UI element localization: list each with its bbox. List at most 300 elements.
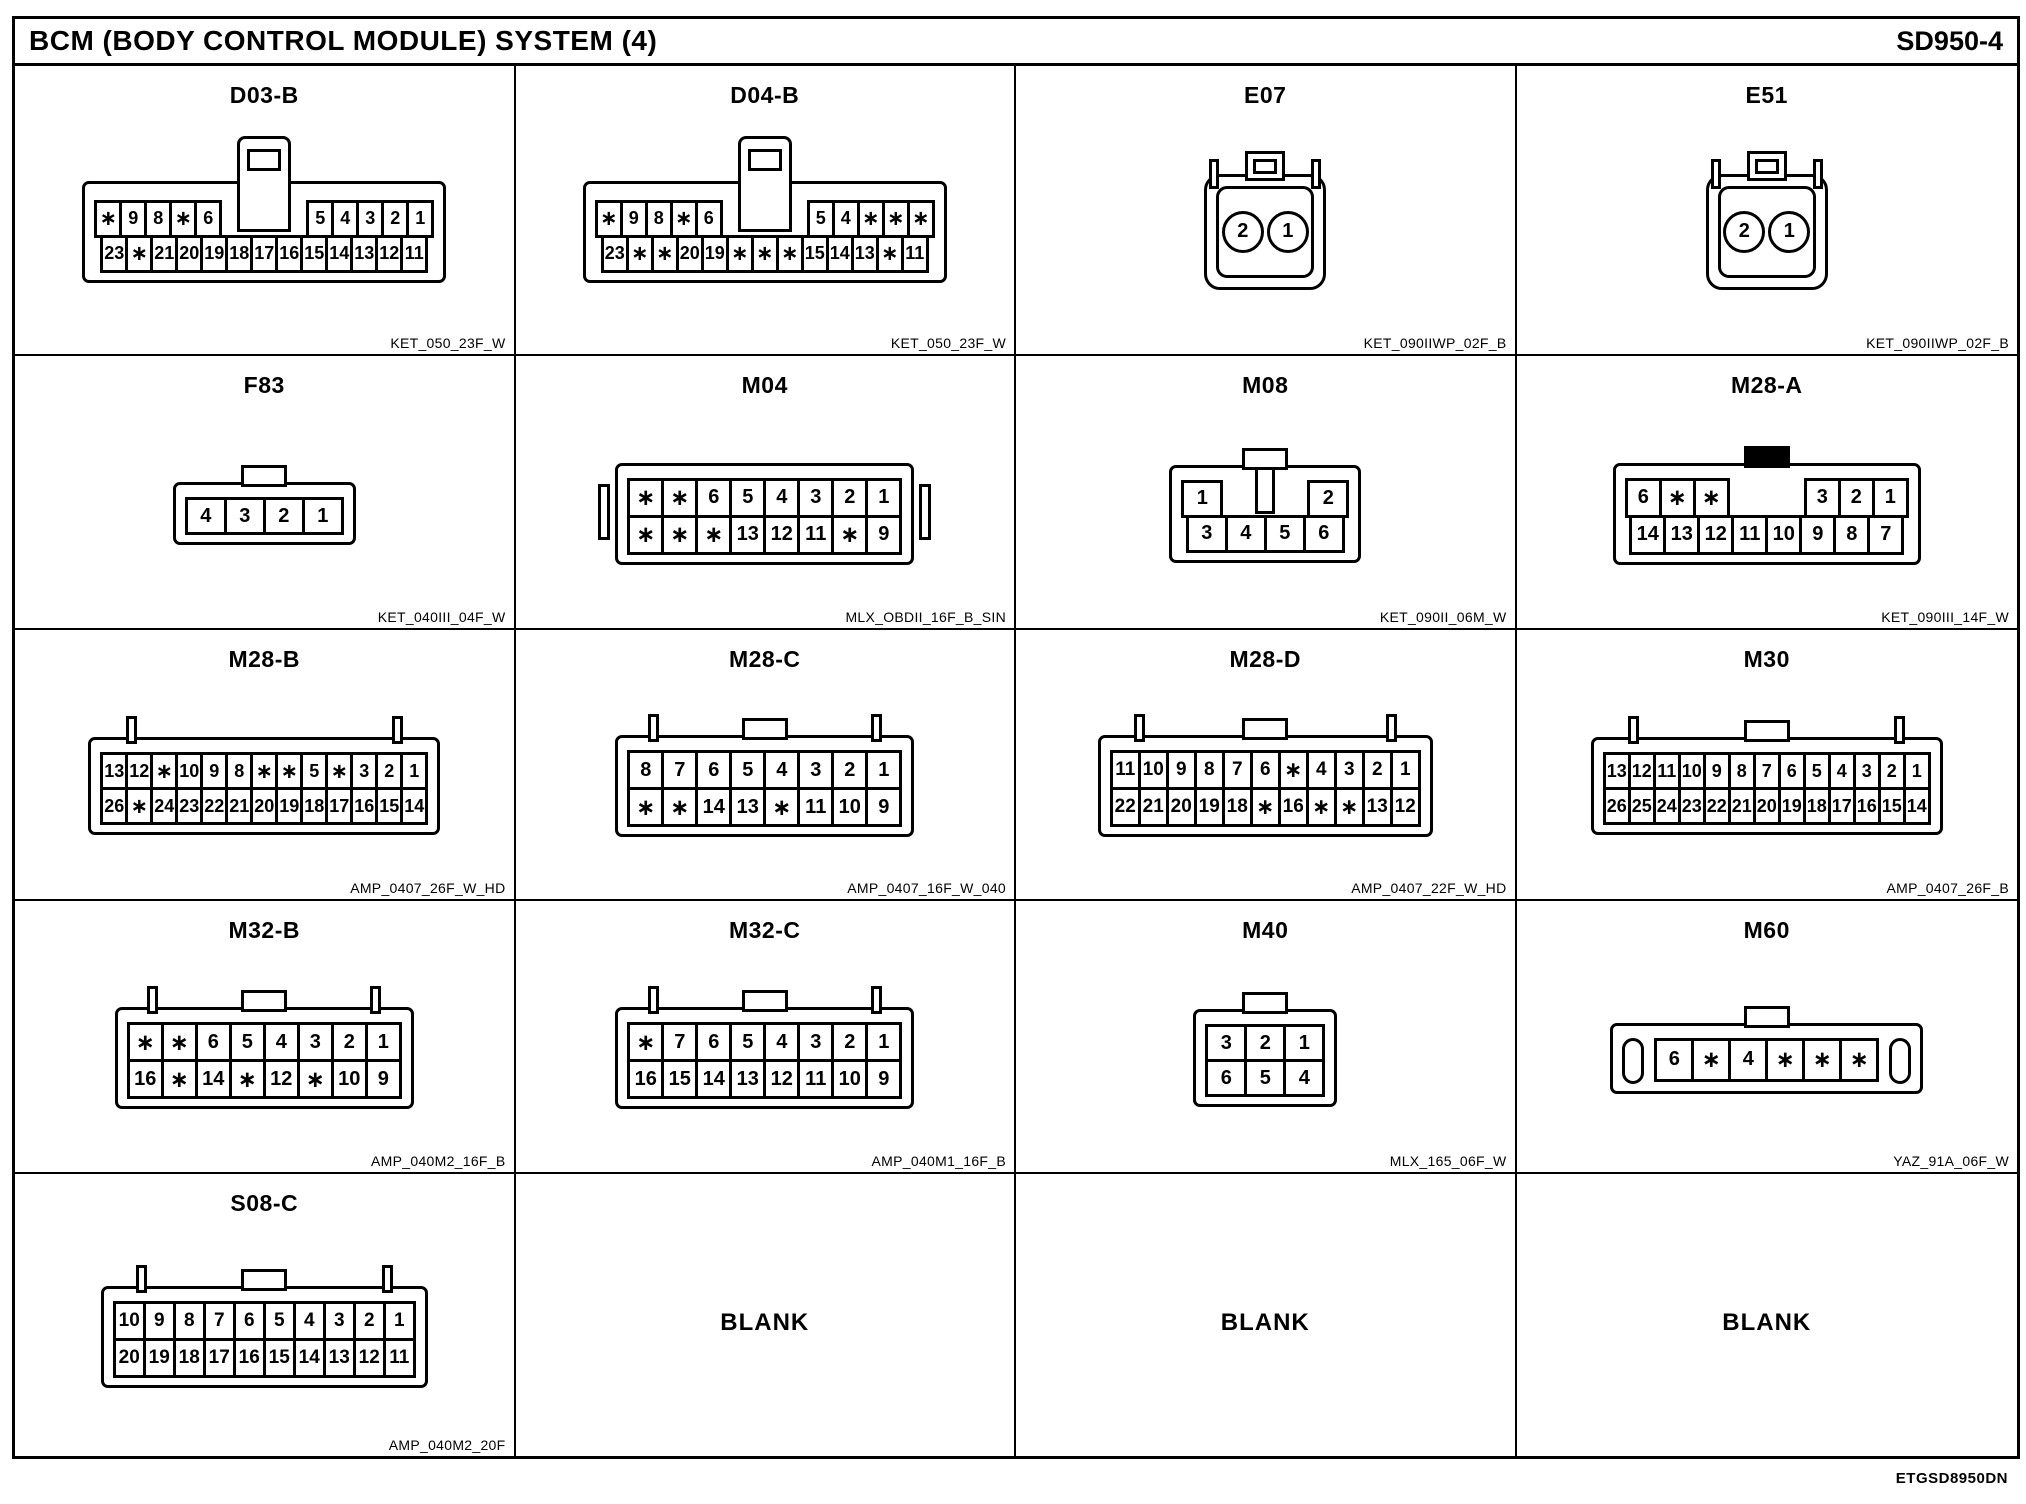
connector-cell-M28-C [516, 630, 1017, 901]
pin: 21 [150, 235, 178, 273]
right-prong [382, 1265, 393, 1293]
pin: 19 [143, 1338, 176, 1378]
connector-title: M08 [1242, 372, 1289, 398]
pin: ∗ [751, 235, 779, 273]
connector-cell-M60 [1517, 901, 2018, 1174]
connector-cell-M28-B [15, 630, 516, 901]
pin: 9 [119, 200, 147, 238]
pin-row [1186, 515, 1345, 553]
pin: 2 [831, 750, 868, 790]
pin: 6 [1250, 750, 1281, 790]
connector-drawing-area [1016, 944, 1515, 1172]
right-ear-shape [1311, 159, 1321, 189]
connector-M32-B [115, 1007, 414, 1109]
connector-drawing-area [15, 673, 514, 899]
pin-row [100, 235, 428, 273]
pin: 1 [1181, 480, 1223, 518]
pin: 2 [1723, 211, 1765, 253]
pin: 13 [1362, 787, 1393, 827]
pin: 1 [302, 497, 344, 535]
pin: ∗ [169, 200, 197, 238]
left-prong [648, 986, 659, 1014]
connector-E07 [1204, 174, 1326, 290]
pin: 9 [365, 1059, 402, 1099]
pin: 2 [1878, 752, 1906, 790]
pin: 8 [1728, 752, 1756, 790]
connector-part-label: AMP_0407_16F_W_040 [847, 880, 1006, 896]
connector-inner-seal [1216, 186, 1314, 278]
left-ear-shape [1711, 159, 1721, 189]
pin-gap [723, 200, 807, 238]
pin: 20 [1166, 787, 1197, 827]
connector-part-label: AMP_0407_26F_B [1886, 880, 2009, 896]
connector-title: D04-B [730, 82, 800, 108]
pin: ∗ [776, 235, 804, 273]
pin: 2 [831, 1022, 868, 1062]
connector-part-label: AMP_0407_22F_W_HD [1351, 880, 1507, 896]
pin: 1 [383, 1301, 416, 1341]
latch-tower [738, 136, 792, 232]
pin-row [1205, 1059, 1325, 1097]
pin: 22 [1110, 787, 1141, 827]
pin: 6 [695, 478, 732, 518]
pin-row [127, 1059, 402, 1099]
pin: ∗ [325, 752, 353, 790]
pin: 1 [865, 750, 902, 790]
pin: 10 [175, 752, 203, 790]
pin: 3 [1186, 515, 1228, 553]
pin: 9 [865, 787, 902, 827]
connector-title: S08-C [230, 1190, 299, 1216]
connector-part-label: AMP_040M2_20F [388, 1437, 506, 1453]
right-prong [871, 986, 882, 1014]
connector-drawing-area [15, 109, 514, 354]
pin-row [1110, 787, 1421, 827]
connector-housing [88, 737, 440, 835]
pin: 15 [661, 1059, 698, 1099]
latch-tab [1744, 720, 1790, 742]
pin: ∗ [1765, 1038, 1805, 1082]
pin: 5 [729, 478, 766, 518]
pin: 2 [375, 752, 403, 790]
pin: 9 [1799, 515, 1836, 555]
latch-tab [1242, 992, 1288, 1014]
pin: ∗ [651, 235, 679, 273]
connector-part-label: MLX_OBDII_16F_B_SIN [845, 609, 1006, 625]
connector-housing [82, 181, 446, 283]
pin-row [113, 1301, 416, 1341]
pin: 6 [233, 1301, 266, 1341]
left-prong [1134, 714, 1145, 742]
pin: ∗ [1659, 478, 1696, 518]
pin: 23 [175, 787, 203, 825]
pin: 12 [263, 1059, 300, 1099]
connector-drawing-area [1517, 399, 2018, 628]
pin: ∗ [1693, 478, 1730, 518]
connector-drawing-area [516, 109, 1015, 354]
pin: ∗ [695, 515, 732, 555]
document-code: ETGSD8950DN [1895, 1470, 2008, 1487]
connector-drawing-area [15, 1217, 514, 1456]
pin: 2 [1222, 211, 1264, 253]
connector-drawing-area [516, 944, 1015, 1172]
connector-housing [615, 735, 914, 837]
pin: ∗ [161, 1022, 198, 1062]
connector-drawing-area [1517, 673, 2018, 899]
pin-row [1110, 750, 1421, 790]
connector-part-label: KET_090III_14F_W [1881, 609, 2009, 625]
connector-part-label: MLX_165_06F_W [1389, 1153, 1507, 1169]
pin: 20 [250, 787, 278, 825]
pin: 16 [275, 235, 303, 273]
pin: 16 [127, 1059, 164, 1099]
connector-title: M28-A [1730, 372, 1803, 398]
pin: 7 [661, 750, 698, 790]
pin: 1 [1267, 211, 1309, 253]
pin: ∗ [857, 200, 885, 238]
connector-title: E51 [1745, 82, 1788, 108]
connector-part-label: KET_050_23F_W [890, 335, 1006, 351]
pin: 12 [1628, 752, 1656, 790]
connector-M28-D [1098, 735, 1433, 837]
right-prong [1894, 716, 1905, 744]
right-ear-shape [1813, 159, 1823, 189]
pin-row [627, 478, 902, 518]
latch-tab [742, 990, 788, 1012]
connector-M60 [1610, 1023, 1923, 1094]
pin: 16 [1278, 787, 1309, 827]
pin-row [627, 787, 902, 827]
pin: 6 [1205, 1059, 1247, 1097]
pin-row [601, 235, 929, 273]
pin: 4 [1828, 752, 1856, 790]
connector-cell-M32-C [516, 901, 1017, 1174]
pin: 3 [297, 1022, 334, 1062]
pin: 20 [113, 1338, 146, 1378]
pin: 1 [400, 752, 428, 790]
pin: 9 [620, 200, 648, 238]
pin-row [1205, 1024, 1325, 1062]
pin: 5 [729, 1022, 766, 1062]
pin-gap [222, 200, 306, 238]
pin: 7 [1753, 752, 1781, 790]
connector-part-label: AMP_040M1_16F_B [871, 1153, 1006, 1169]
right-ear-shape [1889, 1038, 1911, 1084]
pin: 8 [645, 200, 673, 238]
pin: 5 [300, 752, 328, 790]
connector-F83 [173, 482, 356, 545]
pin: 1 [406, 200, 434, 238]
pin: 12 [375, 235, 403, 273]
pin: 10 [1678, 752, 1706, 790]
pin: 3 [350, 752, 378, 790]
blank-cell [1517, 1174, 2018, 1456]
pin: 2 [1307, 480, 1349, 518]
latch-tab [742, 718, 788, 740]
pin: 3 [797, 750, 834, 790]
connector-title: M30 [1743, 646, 1790, 672]
connector-housing [615, 463, 914, 565]
pin-row [94, 200, 434, 238]
pin: ∗ [229, 1059, 266, 1099]
pin: 3 [1205, 1024, 1247, 1062]
connector-housing [1610, 1023, 1923, 1094]
pin: 14 [195, 1059, 232, 1099]
pin: 15 [375, 787, 403, 825]
pin: 4 [185, 497, 227, 535]
pin: 11 [1731, 515, 1768, 555]
pin: ∗ [831, 515, 868, 555]
left-prong [136, 1265, 147, 1293]
pin: 4 [1306, 750, 1337, 790]
right-prong [1386, 714, 1397, 742]
pin: 2 [381, 200, 409, 238]
connector-title: M04 [741, 372, 788, 398]
pin: 5 [1264, 515, 1306, 553]
pin: ∗ [275, 752, 303, 790]
pin: 16 [350, 787, 378, 825]
latch-tab [241, 990, 287, 1012]
connector-title: D03-B [229, 82, 299, 108]
pin: ∗ [661, 515, 698, 555]
connector-drawing-area [1016, 673, 1515, 899]
pin: 10 [831, 787, 868, 827]
pin: 19 [200, 235, 228, 273]
pin: 5 [1244, 1059, 1286, 1097]
connector-drawing-area [1016, 109, 1515, 354]
pin: 1 [1390, 750, 1421, 790]
pin: 19 [701, 235, 729, 273]
pin: 24 [1653, 787, 1681, 825]
right-prong [392, 716, 403, 744]
pin: ∗ [661, 478, 698, 518]
pin: 20 [676, 235, 704, 273]
page-title: BCM (BODY CONTROL MODULE) SYSTEM (4) [29, 25, 658, 56]
pin: 13 [729, 1059, 766, 1099]
latch-tower [237, 136, 291, 232]
pin: 5 [729, 750, 766, 790]
pin: 15 [1878, 787, 1906, 825]
pin: 5 [306, 200, 334, 238]
left-ear-shape [1622, 1038, 1644, 1084]
connector-title: M28-C [728, 646, 801, 672]
pin: ∗ [626, 235, 654, 273]
pin: 9 [865, 515, 902, 555]
pin: 4 [331, 200, 359, 238]
right-prong [370, 986, 381, 1014]
pin: 4 [263, 1022, 300, 1062]
pin: 17 [325, 787, 353, 825]
connector-M08 [1169, 465, 1361, 563]
connector-D04-B [583, 181, 947, 283]
pin: 19 [1194, 787, 1225, 827]
pin: ∗ [1306, 787, 1337, 827]
pin: 11 [797, 787, 834, 827]
pin: 2 [1362, 750, 1393, 790]
connector-cell-M08 [1016, 356, 1517, 630]
pin: 11 [901, 235, 929, 273]
pin: 4 [1283, 1059, 1325, 1097]
pin: 8 [173, 1301, 206, 1341]
pin-row [627, 750, 902, 790]
blank-label: BLANK [1220, 1309, 1310, 1336]
pin: 7 [1867, 515, 1904, 555]
connector-cell-M40 [1016, 901, 1517, 1174]
pin: 23 [100, 235, 128, 273]
pin: ∗ [1802, 1038, 1842, 1082]
pin: 16 [233, 1338, 266, 1378]
connector-cell-D03-B [15, 66, 516, 356]
pin-row [1603, 752, 1931, 790]
pin: 8 [627, 750, 664, 790]
pin: 3 [797, 478, 834, 518]
pin: ∗ [1334, 787, 1365, 827]
pin: 26 [100, 787, 128, 825]
pin: 4 [832, 200, 860, 238]
connector-title: E07 [1244, 82, 1287, 108]
pin-gap [1223, 480, 1307, 518]
pin: 9 [1166, 750, 1197, 790]
latch-tab [1242, 718, 1288, 740]
pin: 13 [851, 235, 879, 273]
pin: 11 [383, 1338, 416, 1378]
pin: 12 [1390, 787, 1421, 827]
pin: 2 [1838, 478, 1875, 518]
pin: 5 [807, 200, 835, 238]
pin-row [1181, 480, 1349, 518]
pin: 17 [203, 1338, 236, 1378]
right-mount-wing [919, 484, 931, 540]
pin: 12 [763, 515, 800, 555]
pin: 17 [1828, 787, 1856, 825]
pin: 2 [331, 1022, 368, 1062]
connector-housing [583, 181, 947, 283]
pin: 2 [831, 478, 868, 518]
pin: 11 [797, 1059, 834, 1099]
pin: 3 [1804, 478, 1841, 518]
connector-E51 [1706, 174, 1828, 290]
pin: ∗ [127, 1022, 164, 1062]
pin: ∗ [297, 1059, 334, 1099]
pin: 3 [224, 497, 266, 535]
pin-row [1625, 478, 1909, 518]
pin: 22 [1703, 787, 1731, 825]
latch-tab [241, 1269, 287, 1291]
pin: ∗ [907, 200, 935, 238]
pin: 11 [797, 515, 834, 555]
connector-title: F83 [243, 372, 285, 398]
page-code: SD950-4 [1896, 25, 2003, 56]
left-ear-shape [1209, 159, 1219, 189]
pin: ∗ [882, 200, 910, 238]
pin-row [595, 200, 935, 238]
pin: 14 [1903, 787, 1931, 825]
pin: 16 [1853, 787, 1881, 825]
connector-cell-M32-B [15, 901, 516, 1174]
pin: 8 [144, 200, 172, 238]
latch-tab [1744, 446, 1790, 468]
pin: 6 [695, 750, 732, 790]
blank-cell [1016, 1174, 1517, 1456]
pin: 13 [323, 1338, 356, 1378]
pin: 14 [695, 787, 732, 827]
pin: 18 [173, 1338, 206, 1378]
pin: 14 [325, 235, 353, 273]
pin: ∗ [627, 1022, 664, 1062]
pin: 15 [801, 235, 829, 273]
connector-cell-M28-A [1517, 356, 2018, 630]
connector-cell-D04-B [516, 66, 1017, 356]
pin: 3 [797, 1022, 834, 1062]
pin: 20 [175, 235, 203, 273]
connector-inner-seal [1718, 186, 1816, 278]
connector-housing [1193, 1009, 1337, 1107]
latch-tab [1744, 1006, 1790, 1028]
pin: 21 [1138, 787, 1169, 827]
pin: 18 [300, 787, 328, 825]
pin-row [127, 1022, 402, 1062]
pin: 9 [143, 1301, 176, 1341]
left-prong [126, 716, 137, 744]
connector-cell-S08-C [15, 1174, 516, 1456]
pin: 6 [1625, 478, 1662, 518]
pin-row [627, 1022, 902, 1062]
connector-housing [1169, 465, 1361, 563]
pin: ∗ [161, 1059, 198, 1099]
pin-gap [1730, 478, 1804, 518]
pin: ∗ [670, 200, 698, 238]
pin: 15 [263, 1338, 296, 1378]
pin: 7 [1222, 750, 1253, 790]
left-prong [1628, 716, 1639, 744]
connector-D03-B [82, 181, 446, 283]
connector-housing [1204, 174, 1326, 290]
connector-housing [173, 482, 356, 545]
connector-drawing-area [516, 1190, 1015, 1456]
connector-cell-M04 [516, 356, 1017, 630]
pin: ∗ [94, 200, 122, 238]
pin: 4 [763, 750, 800, 790]
pin: 10 [1765, 515, 1802, 555]
connector-housing [1613, 463, 1921, 565]
connector-housing [615, 1007, 914, 1109]
pin: 14 [826, 235, 854, 273]
latch-tab [1245, 151, 1285, 181]
pin: 12 [125, 752, 153, 790]
latch-tab [241, 465, 287, 487]
pin: ∗ [125, 235, 153, 273]
connector-drawing-area [15, 399, 514, 628]
pin: 14 [400, 787, 428, 825]
pin: 20 [1753, 787, 1781, 825]
connector-drawing-area [516, 399, 1015, 628]
pin: ∗ [726, 235, 754, 273]
pin: 1 [1872, 478, 1909, 518]
pin: 3 [1334, 750, 1365, 790]
connector-housing [115, 1007, 414, 1109]
connector-part-label: KET_090IIWP_02F_B [1363, 335, 1507, 351]
pin: 6 [195, 1022, 232, 1062]
pin: ∗ [595, 200, 623, 238]
pin: 3 [356, 200, 384, 238]
pin: 10 [1138, 750, 1169, 790]
pin: 18 [225, 235, 253, 273]
connector-part-label: KET_050_23F_W [390, 335, 506, 351]
connector-S08-C [101, 1286, 428, 1388]
pin: 12 [1697, 515, 1734, 555]
connector-drawing-area [516, 673, 1015, 899]
pin: 13 [1663, 515, 1700, 555]
